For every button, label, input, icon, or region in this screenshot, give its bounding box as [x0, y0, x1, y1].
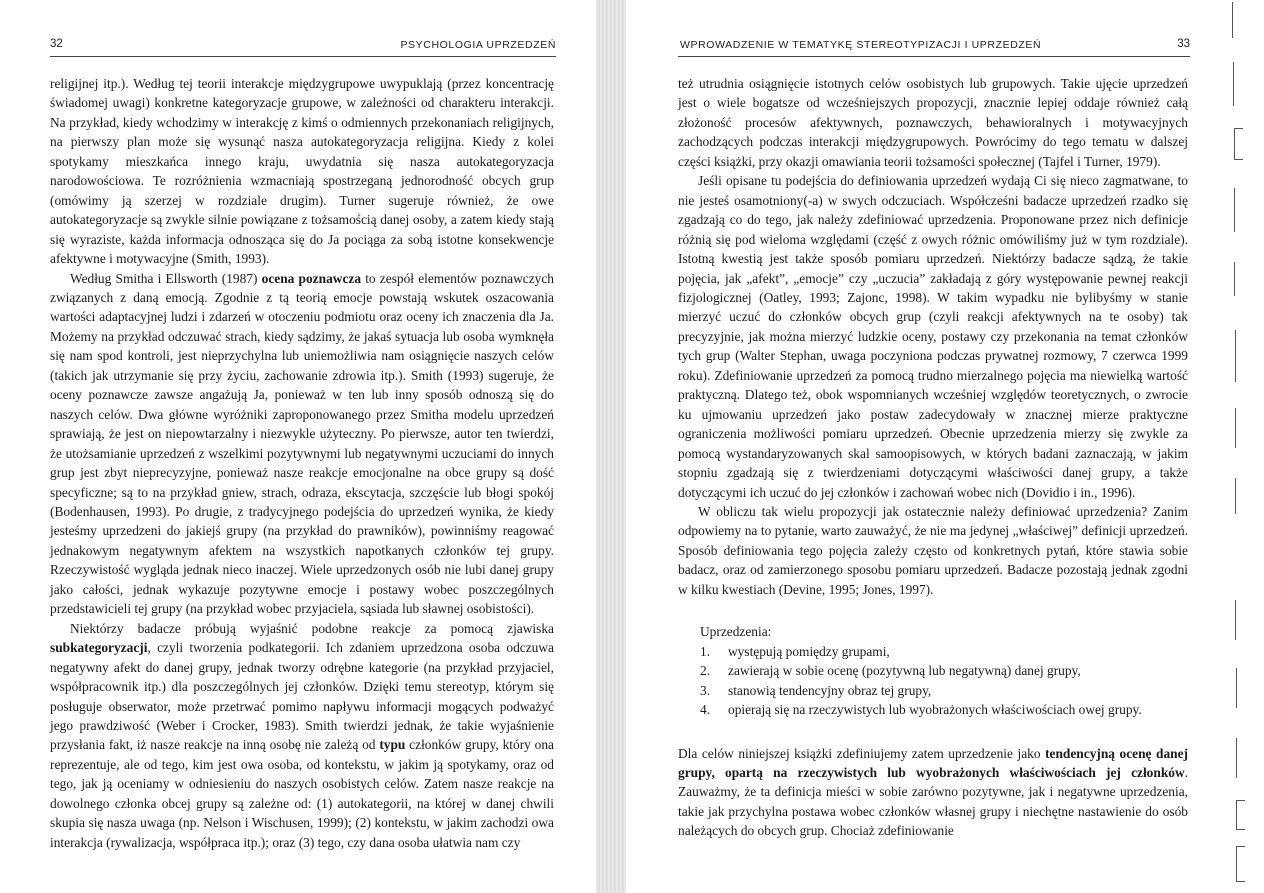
- definition-list-item: [700, 700, 1188, 719]
- edge-mark: [1236, 800, 1245, 830]
- definition-box: [700, 622, 1188, 719]
- right-page: [628, 0, 1264, 893]
- bold-term: ocena poznawcza: [261, 270, 362, 286]
- edge-mark: [1235, 408, 1236, 448]
- bold-term: typu: [379, 737, 406, 753]
- list-item-number: 3.: [700, 682, 711, 698]
- right-paragraphs-before-box: [678, 74, 1188, 599]
- text-run: to zespół elementów poznawczych związanych z daną emocją. Zgodnie z tą teorią emocje powstają wskutek oszacowania wartości adaptacyjnej ludzi i zdarzeń w otoczeniu podmiotu oraz oceny ich znaczenia dla Ja. Możemy na przykład odczuwać strach, kiedy sądzimy, że jakaś sytuacja lub osoba wymknęła się nam spod kontroli, jest nieprzychylna lub uniemożliwia nam osiągnięcie naszych celów (takich jak utrzymanie się przy życiu, zachowanie zdrowia itp.). Smith (1993) sugeruje, że oceny poznawcze zawsze angażują Ja, ponieważ w ten lub inny sposób odnoszą się do naszych celów. Dwa główne wyróżniki zaproponowanego przez Smitha modelu uprzedzeń sprawiają, że jest on niepowtarzalny i niezwykle użyteczny. Po pierwsze, autor ten twierdzi, że utożsamianie uprzedzeń z wszelkimi pozytywnymi lub negatywnymi uczuciami do innych grup jest zbyt nieprecyzyjne, ponieważ nasze reakcje emocjonalne na obce grupy są dość specyficzne; są to na przykład gniew, strach, odraza, ekscytacja, szczęście lub błogi spokój (Bodenhausen, 1993). Po drugie, z tradycyjnego podejścia do uprzedzeń wynika, że kiedy jesteśmy uprzedzeni do jakiejś grupy (na przykład do prawników), powinniśmy reagować jednakowym negatywnym afektem na wszystkich napotkanych członków tej grupy. Rzeczywistość wygląda jednak nieco inaczej. Wiele uprzedzonych osób nie lubi danej grupy jako całości, jednak wykazuje pozytywne emocje i postawy wobec poszczególnych przedstawicieli tej grupy (na przykład wobec przyjaciela, sąsiada lub sławnej osobistości).: [50, 270, 554, 617]
- left-running-title: PSYCHOLOGIA UPRZEDZEŃ: [400, 39, 556, 51]
- text-run: . Zauważmy, że ta definicja mieści w sobie zarówno pozytywne, jak i negatywne uprzedzenia, takie jak przychylna postawa wobec członków własnej grupy i niechętne nastawienie do osób należących do obcych grup. Chociaż zdefiniowanie: [678, 764, 1188, 839]
- edge-mark: [1233, 62, 1234, 106]
- edge-mark: [1234, 262, 1235, 296]
- text-run: Według Smitha i Ellsworth (1987): [70, 270, 262, 286]
- list-item-number: 1.: [700, 643, 711, 659]
- paragraph: [678, 171, 1188, 502]
- edge-mark: [1235, 600, 1236, 640]
- text-run: religijnej itp.). Według tej teorii interakcje międzygrupowe uwypuklają (przez koncentrację świadomej uwagi) konkretne kategoryzacje grupowe, w zależności od charakteru interakcji. Na przykład, kiedy wchodzimy w interakcję z kimś o odmiennych przekonaniach religijnych, na pierwszy plan może się wysunąć nasza autokategoryzacja religijna. Kiedy z kolei spotykamy mieszkańca innego kraju, uwydatnia się nasza autokategoryzacja narodowościowa. Te rozróżnienia wzmacniają spostrzeganą jednorodność obcych grup (omówimy ją szerzej w rozdziale drugim). Turner sugeruje również, że owe autokategoryzacje są zwykle silnie powiązane z tożsamością danej osoby, a zatem kiedy stają się wyraziste, każda informacja odnosząca się do Ja pociąga za sobą istotne konsekwencje afektywne i motywacyjne (Smith, 1993).: [50, 76, 554, 267]
- bold-term: tendencyjną ocenę danej grupy, opartą na rzeczywistych lub wyobrażonych właściwościach jej członków: [678, 745, 1188, 780]
- text-run: członków grupy, który ona reprezentuje, ale od tego, kim jest owa osoba, od kontekstu, w jakim ją spotykamy, oraz od tego, jak ją oceniamy w odniesieniu do naszych osobistych celów. Zatem nasze reakcje na dowolnego członka obcej grupy są zależne od: (1) autokategorii, na której w danej chwili skupia się nasza uwaga (np. Nelson i Wischusen, 1999); (2) kontekstu, w jakim zachodzi owa interakcja (rywalizacja, współpraca itp.); oraz (3) tego, czy dana osoba ułatwia nam czy: [50, 737, 555, 850]
- edge-mark: [1235, 330, 1236, 382]
- paragraph: [50, 74, 554, 269]
- list-item-text: zawierają w sobie ocenę (pozytywną lub negatywną) danej grupy,: [728, 663, 1081, 679]
- list-item-number: 2.: [700, 663, 711, 679]
- definition-box-title: Uprzedzenia:: [700, 624, 772, 640]
- definition-list-item: [700, 642, 1188, 661]
- list-item-text: występują pomiędzy grupami,: [728, 643, 890, 659]
- left-running-head: [50, 38, 556, 54]
- edge-mark: [1236, 668, 1237, 708]
- text-run: Niektórzy badacze próbują wyjaśnić podobne reakcje za pomocą zjawiska: [70, 620, 554, 636]
- paragraph: [50, 619, 554, 852]
- edge-mark: [1234, 188, 1235, 232]
- right-body-text: [678, 74, 1188, 841]
- book-gutter: [596, 0, 626, 893]
- left-page-number: 32: [50, 38, 63, 50]
- right-running-head: [680, 38, 1190, 54]
- text-run: Jeśli opisane tu podejścia do definiowania uprzedzeń wydają Ci się nieco zagmatwane, to nie jesteś osamotniony(-a) w swych odczuciach. Współcześni badacze uprzedzeń rzadko się zgadzają co do tego, jak należy zdefiniować uprzedzenia. Proponowane przez nich definicje różnią się pod wieloma względami (część z owych różnic omówiliśmy już w tym rozdziale). Istotną kwestią jest także sposób pomiaru uprzedzeń. Niektórzy badacze sądzą, że takie pojęcia, jak „afekt”, „emocje” czy „uczucia” zakładają z góry występowanie pewnej reakcji fizjologicznej (Oatley, 1993; Zajonc, 1998). W takim wypadku nie bylibyśmy w stanie mierzyć uczuć do członków obcych grup (czyli reakcji afektywnych na te osoby) tak precyzyjnie, jak można mierzyć ludzkie oceny, postawy czy przekonania na temat członków tych grup (Walter Stephan, uwaga poczyniona podczas prywatnej rozmowy, 7 czerwca 1999 roku). Zdefiniowanie uprzedzeń za pomocą trudno mierzalnego pojęcia ma niewielką wartość praktyczną. Dlatego też, obok wspomnianych wcześniej względów teoretycznych, o zwrocie ku ujmowaniu uprzedzeń jako postaw zadecydowały w znacznej mierze praktyczne ograniczenia możliwości pomiaru uprzedzeń. Obecnie uprzedzenia mierzy się zwykle za pomocą wystandaryzowanych skal samoopisowych, w których badani zaznaczają, w jakim stopniu zgadzają się z twierdzeniami dotyczącymi właściwości danej grupy, a także dotyczącymi ich uczuć do jej członków i zachowań wobec nich (Dovidio i in., 1996).: [678, 173, 1188, 500]
- left-header-rule: [50, 56, 556, 57]
- text-run: W obliczu tak wielu propozycji jak ostatecznie należy definiować uprzedzenia? Zanim odpowiemy na to pytanie, warto zauważyć, że nie ma jedynej „właściwej” definicji uprzedzeń. Sposób definiowania tego pojęcia zależy często od konkretnych pytań, które stawia sobie badacz, oraz od zamierzonego sposobu pomiaru uprzedzeń. Badacze pozostają jednak zgodni w kilku kwestiach (Devine, 1995; Jones, 1997).: [678, 503, 1188, 597]
- list-item-text: opierają się na rzeczywistych lub wyobrażonych właściwościach owej grupy.: [728, 702, 1142, 718]
- definition-list-item: [700, 661, 1188, 680]
- bold-term: subkategoryzacji: [50, 640, 148, 656]
- definition-paragraph: [678, 744, 1188, 841]
- paragraph: [678, 74, 1188, 171]
- list-item-text: stanowią tendencyjny obraz tej grupy,: [728, 682, 932, 698]
- scan-edge-marks: [1224, 0, 1264, 893]
- edge-mark: [1232, 2, 1233, 38]
- paragraph: [50, 269, 554, 619]
- list-item-number: 4.: [700, 702, 711, 718]
- text-run: też utrudnia osiągnięcie istotnych celów osobistych lub grupowych. Takie ujęcie uprzedzeń jest o wiele bogatsze od wcześniejszych propozycji, znacznie lepiej oddaje również całą złożoność procesów afektywnych, poznawczych, behawioralnych i motywacyjnych zachodzących podczas interakcji międzygrupowych. Powrócimy do tego tematu w dalszej części książki, przy okazji omawiania teorii tożsamości społecznej (Tajfel i Turner, 1979).: [678, 76, 1188, 169]
- right-page-number: 33: [1177, 38, 1190, 50]
- left-page: [0, 0, 600, 893]
- definition-list-item: [700, 681, 1188, 700]
- definition-list: [700, 642, 1188, 720]
- text-run: , czyli tworzenia podkategorii. Ich zdaniem uprzedzona osoba odczuwa negatywny afekt do danej grupy, jednak tworzy odrębne kategorie (na przykład przyjaciel, współpracownik itp.) dla poszczególnych jej członków. Dzięki temu stereotyp, którym się posługuje obserwator, może przetrwać pomimo napływu informacji mogących podważyć jego prawdziwość (Weber i Crocker, 1983). Smith twierdzi jednak, że takie wyjaśnienie przysłania fakt, iż nasze reakcje na inną osobę nie zależą od: [50, 640, 554, 753]
- paragraph: [678, 502, 1188, 599]
- edge-mark: [1235, 478, 1236, 514]
- text-run: Dla celów niniejszej książki zdefiniujemy zatem uprzedzenie jako: [678, 745, 1046, 761]
- edge-mark: [1236, 738, 1237, 778]
- right-running-title: WPROWADZENIE W TEMATYKĘ STEREOTYPIZACJI I UPRZEDZEŃ: [680, 39, 1042, 51]
- left-body-text: [50, 74, 554, 852]
- right-header-rule: [678, 56, 1190, 57]
- edge-mark: [1236, 846, 1245, 882]
- edge-mark: [1234, 128, 1243, 160]
